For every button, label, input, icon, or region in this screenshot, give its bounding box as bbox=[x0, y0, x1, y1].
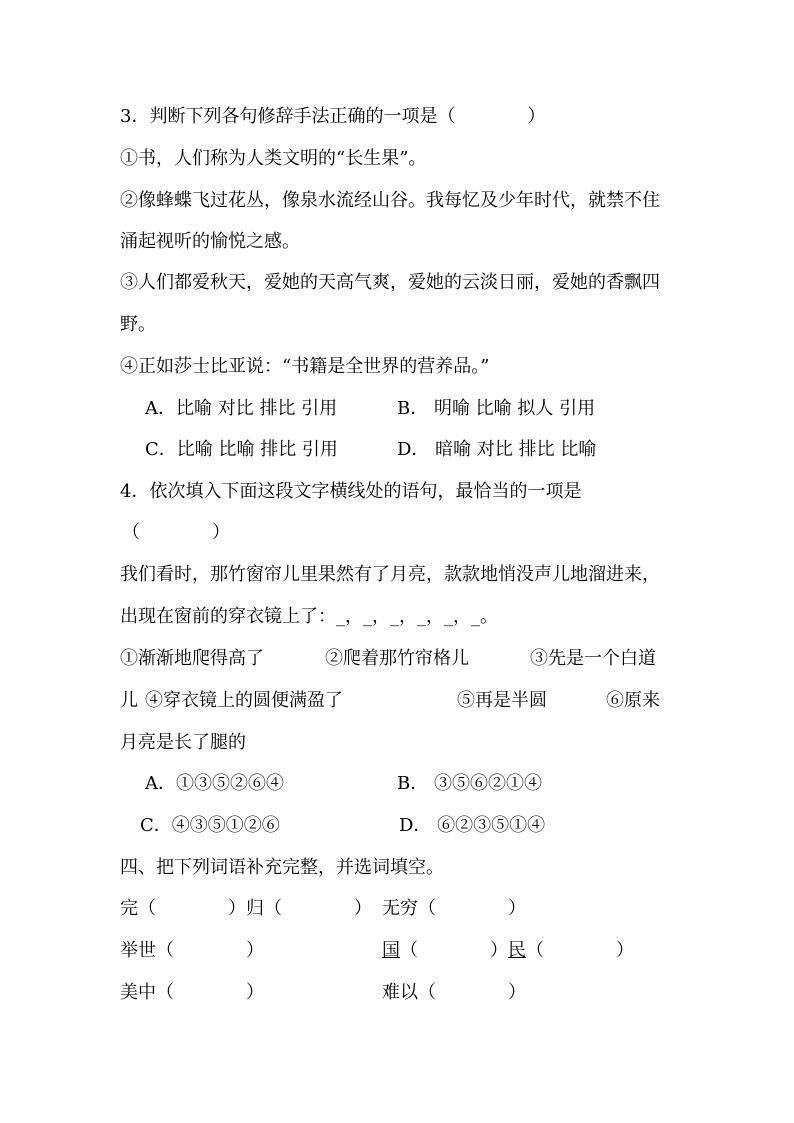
section-4-title: 四、把下列词语补充完整，并选词填空。 bbox=[120, 857, 444, 878]
q4-answer-paren: （ ） bbox=[122, 522, 230, 543]
q3-sentence-3b: 野。 bbox=[120, 314, 156, 335]
q3-option-d: D． 暗喻 对比 排比 比喻 bbox=[397, 439, 597, 460]
q3-option-a: A．比喻 对比 排比 引用 bbox=[145, 398, 338, 419]
q4-stem: 4．依次填入下面这段文字横线处的语句，最恰当的一项是 bbox=[120, 481, 582, 502]
q4-passage-1: 我们看时，那竹窗帘儿里果然有了月亮，款款地悄没声儿地溜进来， bbox=[120, 564, 660, 585]
q3-sentence-2b: 涌起视听的愉悦之感。 bbox=[120, 231, 300, 252]
word-row-2b bbox=[382, 940, 634, 962]
q4-option-a: A．①③⑤②⑥④ bbox=[145, 773, 284, 794]
q4-option-c: C．④③⑤①②⑥ bbox=[140, 815, 280, 836]
q4-choice-3: ③先是一个白道 bbox=[530, 648, 656, 669]
q4-choice-3-cont: 儿 bbox=[120, 690, 138, 711]
q4-option-b: B． ③⑤⑥②①④ bbox=[397, 773, 542, 794]
q3-option-b: B． 明喻 比喻 拟人 引用 bbox=[397, 398, 596, 419]
word-row-3b: 难以（ ） bbox=[382, 982, 526, 1003]
q4-choice-4: ④穿衣镜上的圆便满盈了 bbox=[145, 690, 343, 711]
word-row-3a: 美中（ ） bbox=[120, 982, 264, 1003]
blank-2: （ ） bbox=[526, 940, 634, 961]
q4-choice-6: ⑥原来 bbox=[606, 690, 660, 711]
word-row-2a: 举世（ ） bbox=[120, 940, 264, 961]
word-guo: 国 bbox=[382, 940, 400, 961]
word-min: 民 bbox=[508, 940, 526, 961]
q3-stem: 3．判断下列各句修辞手法正确的一项是（ ） bbox=[120, 106, 546, 127]
q4-choice-6-cont: 月亮是长了腿的 bbox=[120, 732, 246, 753]
q3-sentence-2a: ②像蜂蝶飞过花丛，像泉水流经山谷。我每忆及少年时代，就禁不住 bbox=[120, 190, 660, 211]
q4-option-d: D． ⑥②③⑤①④ bbox=[399, 815, 546, 836]
q4-choice-1: ①渐渐地爬得高了 bbox=[120, 648, 264, 669]
q4-choice-5: ⑤再是半圆 bbox=[457, 690, 547, 711]
q3-sentence-1: ①书，人们称为人类文明的“长生果”。 bbox=[120, 148, 427, 169]
word-row-1a: 完（ ）归（ ） bbox=[120, 898, 372, 919]
q4-choice-2: ②爬着那竹帘格儿 bbox=[325, 648, 469, 669]
blank-1: （ ） bbox=[400, 940, 508, 961]
q3-option-c: C．比喻 比喻 排比 引用 bbox=[145, 439, 338, 460]
word-row-1b: 无穷（ ） bbox=[382, 898, 526, 919]
q3-sentence-4: ④正如莎士比亚说：“书籍是全世界的营养品。” bbox=[120, 356, 490, 377]
q3-sentence-3a: ③人们都爱秋天，爱她的天高气爽，爱她的云淡日丽，爱她的香飘四 bbox=[120, 272, 660, 293]
q4-passage-2: 出现在窗前的穿衣镜上了：_，_，_，_，_，_。 bbox=[120, 606, 498, 627]
